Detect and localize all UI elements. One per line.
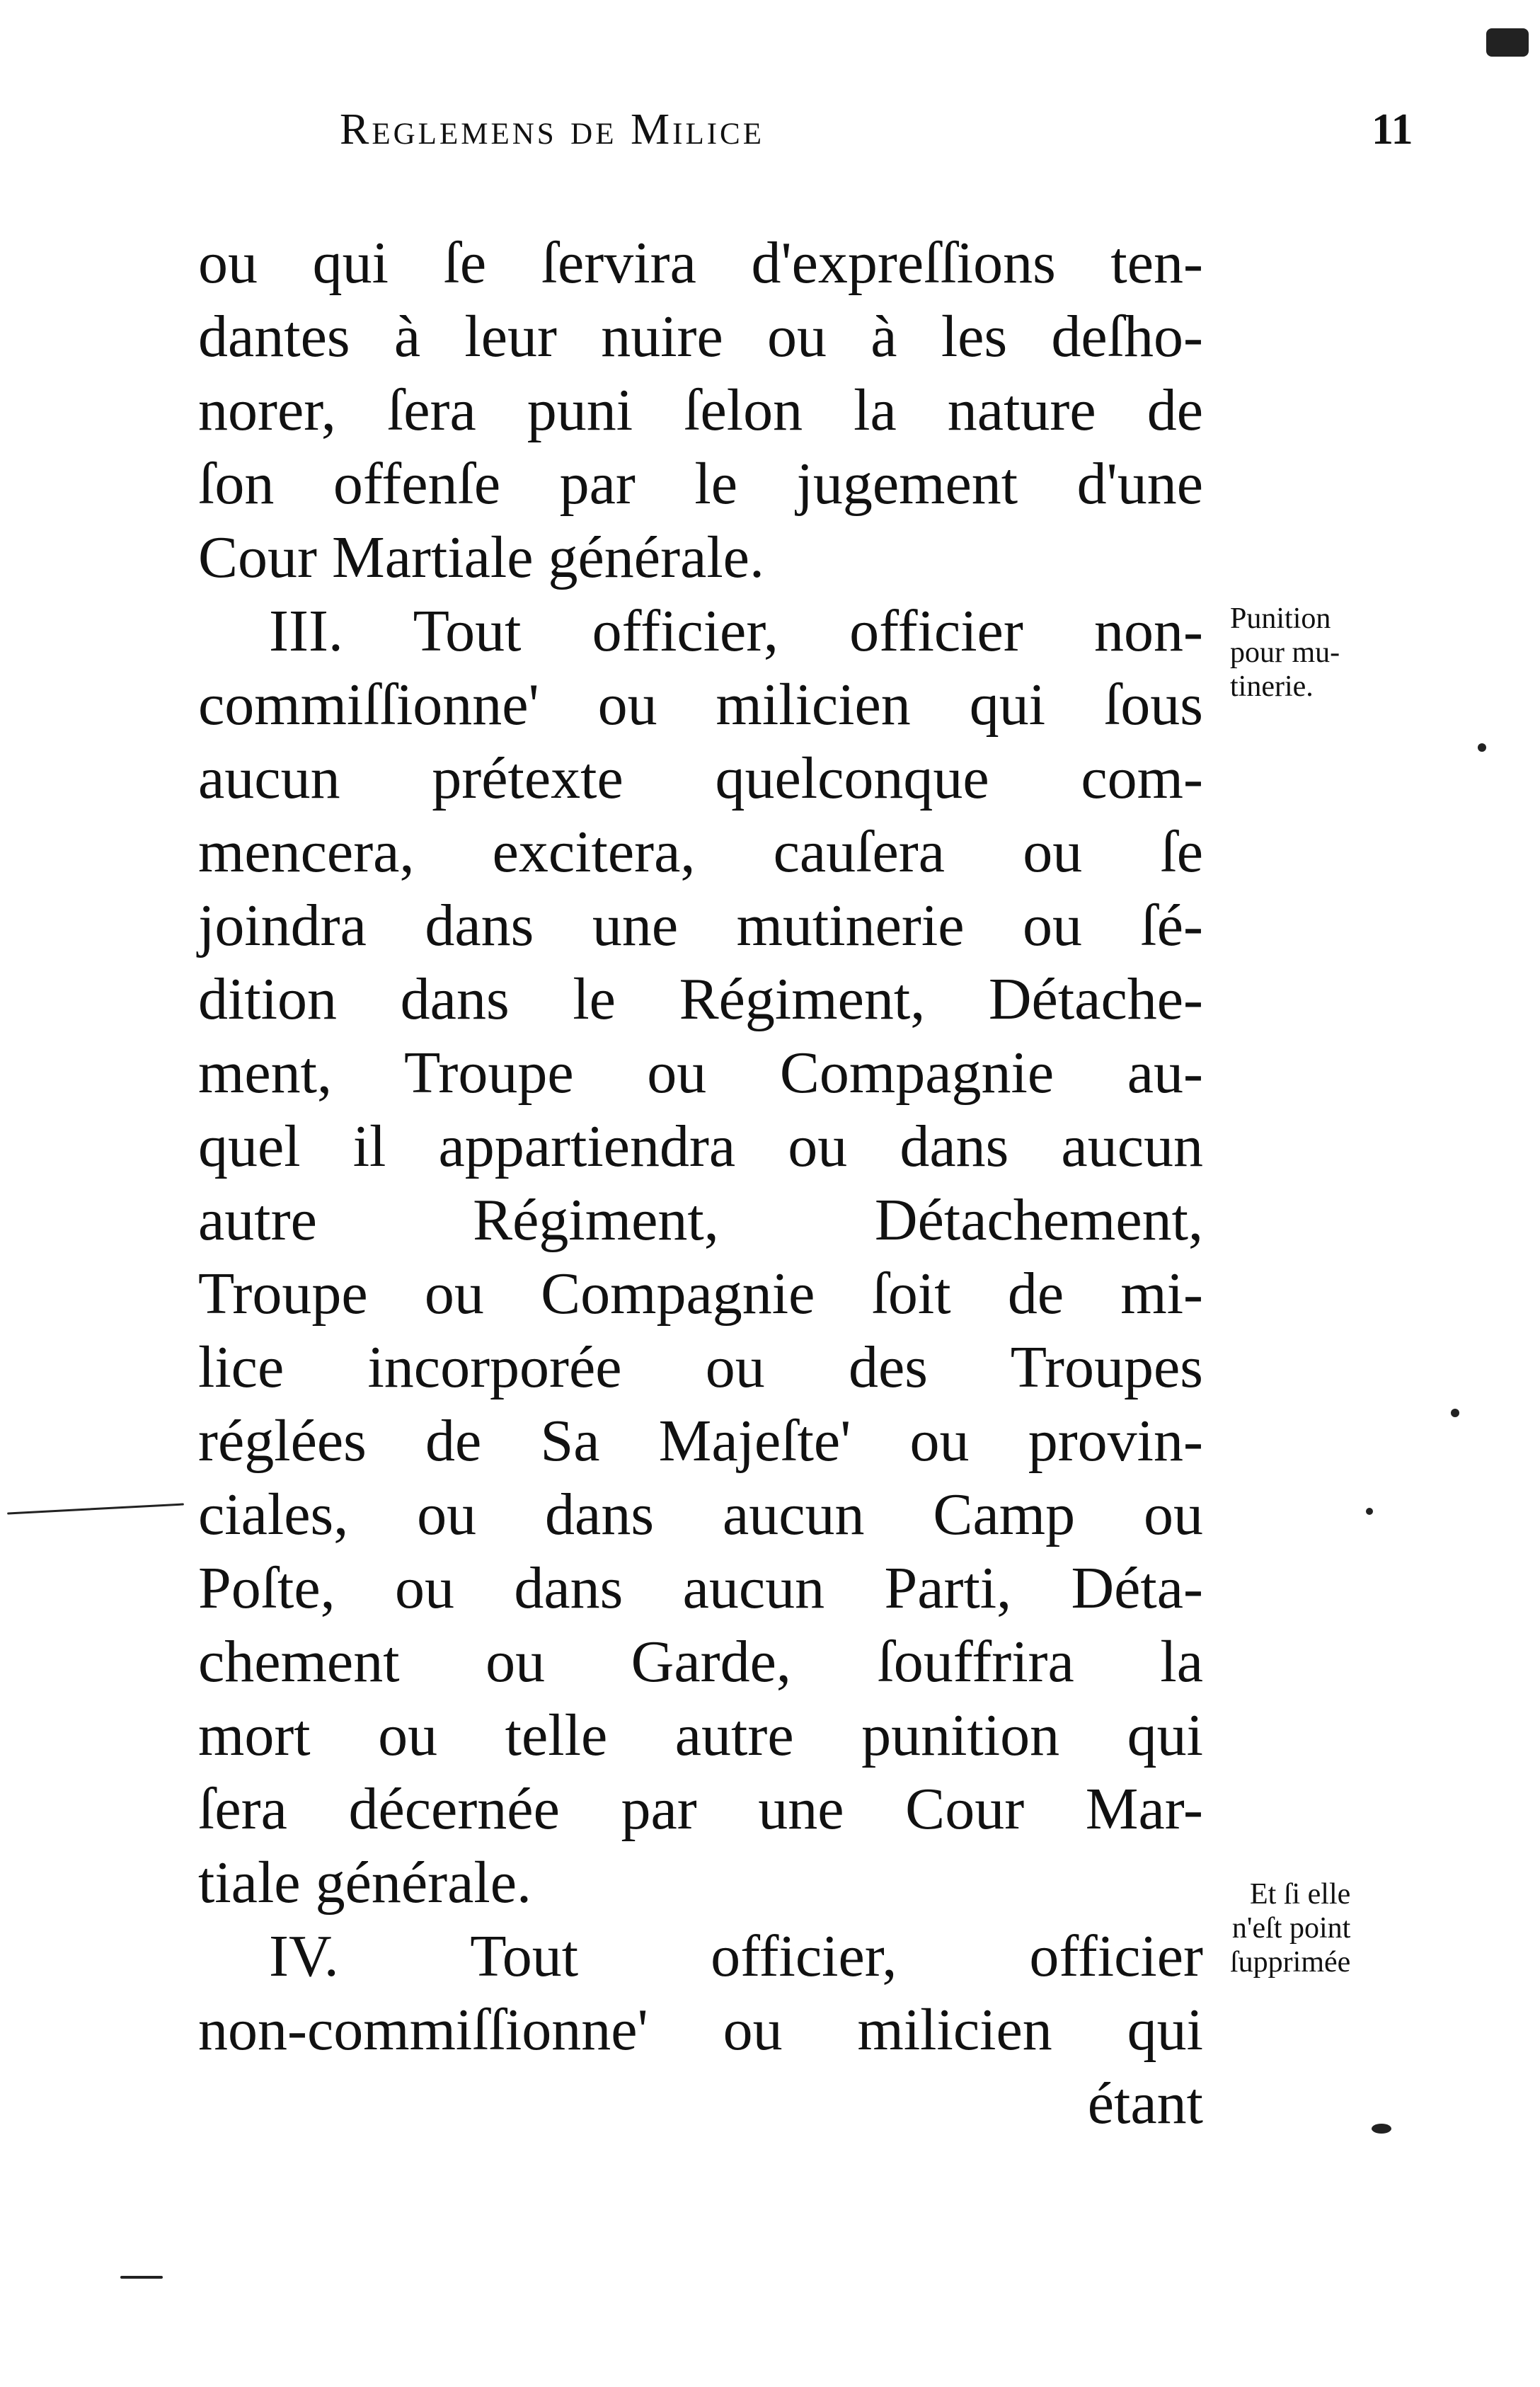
text-line: ciales, ou dans aucun Camp ou xyxy=(198,1482,1203,1547)
margin-note-mutiny xyxy=(1230,602,1340,704)
margin-note-line: tinerie. xyxy=(1230,670,1314,703)
scan-speck xyxy=(7,1503,184,1514)
text-line: commiſſionne' ou milicien qui ſous xyxy=(198,672,1203,738)
text-line: joindra dans une mutinerie ou ſé- xyxy=(198,893,1203,958)
body-text xyxy=(198,227,1203,2141)
margin-note-line: ſupprimée xyxy=(1230,1946,1351,1979)
text-line: non-commiſſionne' ou milicien qui xyxy=(198,1997,1203,2063)
article-heading-line: III. Tout officier, officier non- xyxy=(269,598,1203,664)
running-head: Reglemens de Milice xyxy=(340,105,764,154)
article-heading-line: IV. Tout officier, officier xyxy=(269,1923,1203,1989)
text-line: mort ou telle autre punition qui xyxy=(198,1702,1203,1768)
scan-speck xyxy=(1451,1409,1459,1417)
margin-note-line: Et ſi elle xyxy=(1249,1878,1351,1911)
text-line: dantes à leur nuire ou à les deſho- xyxy=(198,304,1203,370)
margin-note-suppressed xyxy=(1230,1877,1350,1979)
text-line: Poſte, ou dans aucun Parti, Déta- xyxy=(198,1555,1203,1621)
text-line: tiale générale. xyxy=(198,1850,532,1916)
text-line: mencera, excitera, cauſera ou ſe xyxy=(198,819,1203,885)
text-line: quel il appartiendra ou dans aucun xyxy=(198,1114,1203,1179)
page-number: 11 xyxy=(1372,105,1413,154)
text-line: dition dans le Régiment, Détache- xyxy=(198,966,1203,1032)
text-line: ſon offenſe par le jugement d'une xyxy=(198,451,1203,517)
margin-note-line: pour mu- xyxy=(1230,636,1340,669)
scan-speck xyxy=(1478,743,1486,752)
margin-note-line: Punition xyxy=(1230,602,1331,635)
text-line: chement ou Garde, ſouffrira la xyxy=(198,1629,1203,1695)
scan-speck xyxy=(1486,28,1529,57)
text-line: autre Régiment, Détachement, xyxy=(198,1187,1203,1253)
text-line: aucun prétexte quelconque com- xyxy=(198,745,1203,811)
margin-note-line: n'eſt point xyxy=(1231,1912,1351,1945)
text-line: réglées de Sa Majeſte' ou provin- xyxy=(198,1408,1203,1474)
scan-speck xyxy=(1372,2124,1391,2134)
text-line: ſera décernée par une Cour Mar- xyxy=(198,1776,1203,1842)
text-line: ou qui ſe ſervira d'expreſſions ten- xyxy=(198,230,1203,296)
text-line: Troupe ou Compagnie ſoit de mi- xyxy=(198,1261,1203,1327)
scan-speck xyxy=(120,2276,163,2279)
text-line: lice incorporée ou des Troupes xyxy=(198,1334,1203,1400)
text-line: ment, Troupe ou Compagnie au- xyxy=(198,1040,1203,1106)
scan-speck xyxy=(1366,1508,1373,1515)
catchword: étant xyxy=(1087,2071,1203,2136)
text-line: norer, ſera puni ſelon la nature de xyxy=(198,377,1203,443)
text-line: Cour Martiale générale. xyxy=(198,525,764,590)
